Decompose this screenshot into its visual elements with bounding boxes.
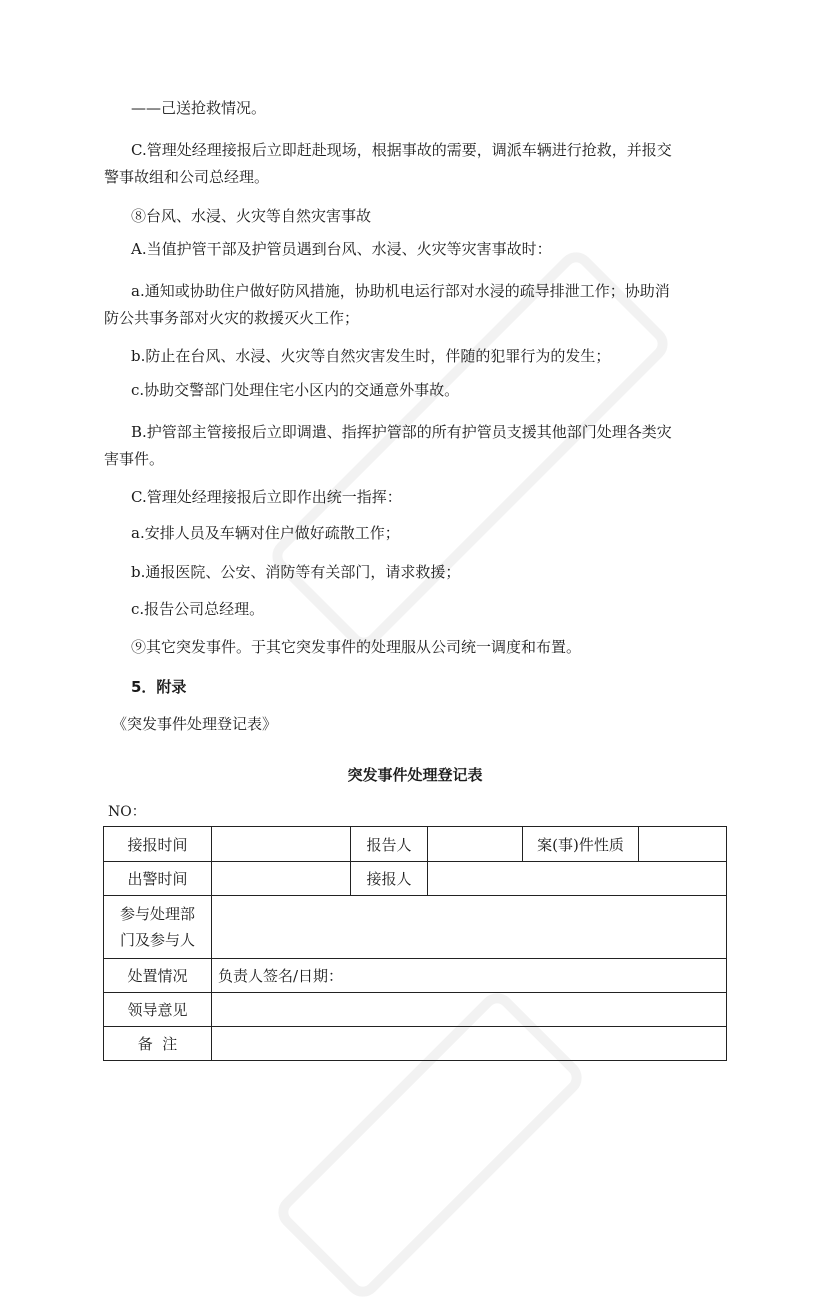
paragraph-line: c.报告公司总经理。 [131, 600, 265, 618]
handling-label: 处置情况 [104, 959, 212, 993]
table-row [104, 896, 727, 959]
participants-label-line1: 参与处理部 [119, 905, 195, 923]
receiver-value[interactable] [428, 862, 727, 896]
table-title: 突发事件处理登记表 [347, 766, 483, 784]
paragraph-line: ⑧台风、水浸、火灾等自然灾害事故 [131, 207, 372, 225]
dispatch-time-label: 出警时间 [104, 862, 212, 896]
leader-opinion-value[interactable] [212, 993, 727, 1027]
participants-value[interactable] [212, 896, 727, 959]
dispatch-time-value[interactable] [212, 862, 351, 896]
section-heading: 5．附录 [131, 678, 187, 696]
remarks-label: 备 注 [104, 1027, 212, 1061]
handling-signature[interactable]: 负责人签名/日期： [212, 959, 727, 993]
remarks-value[interactable] [212, 1027, 727, 1061]
paragraph-line: ⑨其它突发事件。于其它突发事件的处理服从公司统一调度和布置。 [131, 638, 582, 656]
paragraph-line: 防公共事务部对火灾的救援灭火工作； [104, 309, 360, 327]
table-row [104, 959, 727, 993]
table-row [104, 1027, 727, 1061]
reporter-value[interactable] [428, 827, 523, 862]
paragraph-line: a.安排人员及车辆对住户做好疏散工作； [131, 524, 400, 542]
paragraph-line: C.管理处经理接报后立即赶赴现场，根据事故的需要，调派车辆进行抢救，并报交 [131, 141, 672, 159]
report-time-label: 接报时间 [104, 827, 212, 862]
leader-opinion-label: 领导意见 [104, 993, 212, 1027]
report-time-value[interactable] [212, 827, 351, 862]
case-nature-label: 案(事)件性质 [523, 827, 639, 862]
paragraph-line: B.护管部主管接报后立即调遣、指挥护管部的所有护管员支援其他部门处理各类灾 [131, 423, 672, 441]
participants-label [104, 896, 212, 959]
paragraph-line: c.协助交警部门处理住宅小区内的交通意外事故。 [131, 381, 460, 399]
receiver-label: 接报人 [351, 862, 428, 896]
appendix-title: 《突发事件处理登记表》 [112, 715, 278, 733]
paragraph-line: C.管理处经理接报后立即作出统一指挥： [131, 488, 402, 506]
participants-label-line2: 门及参与人 [119, 931, 195, 949]
table-row [104, 827, 727, 862]
paragraph-line: a.通知或协助住户做好防风措施，协助机电运行部对水浸的疏导排泄工作；协助消 [131, 282, 670, 300]
table-row [104, 862, 727, 896]
case-nature-value[interactable] [639, 827, 727, 862]
watermark [265, 245, 675, 655]
registration-table [103, 826, 727, 1061]
paragraph-line: 警事故组和公司总经理。 [104, 168, 270, 186]
paragraph-line: b.通报医院、公安、消防等有关部门，请求救援； [131, 563, 461, 581]
paragraph-line: b.防止在台风、水浸、火灾等自然灾害发生时，伴随的犯罪行为的发生； [131, 347, 611, 365]
paragraph-line: ——己送抢救情况。 [131, 99, 267, 117]
paragraph-line: A.当值护管干部及护管员遇到台风、水浸、火灾等灾害事故时： [131, 240, 552, 258]
number-label: NO： [108, 804, 146, 820]
table-row [104, 993, 727, 1027]
paragraph-line: 害事件。 [104, 450, 165, 468]
reporter-label: 报告人 [351, 827, 428, 862]
